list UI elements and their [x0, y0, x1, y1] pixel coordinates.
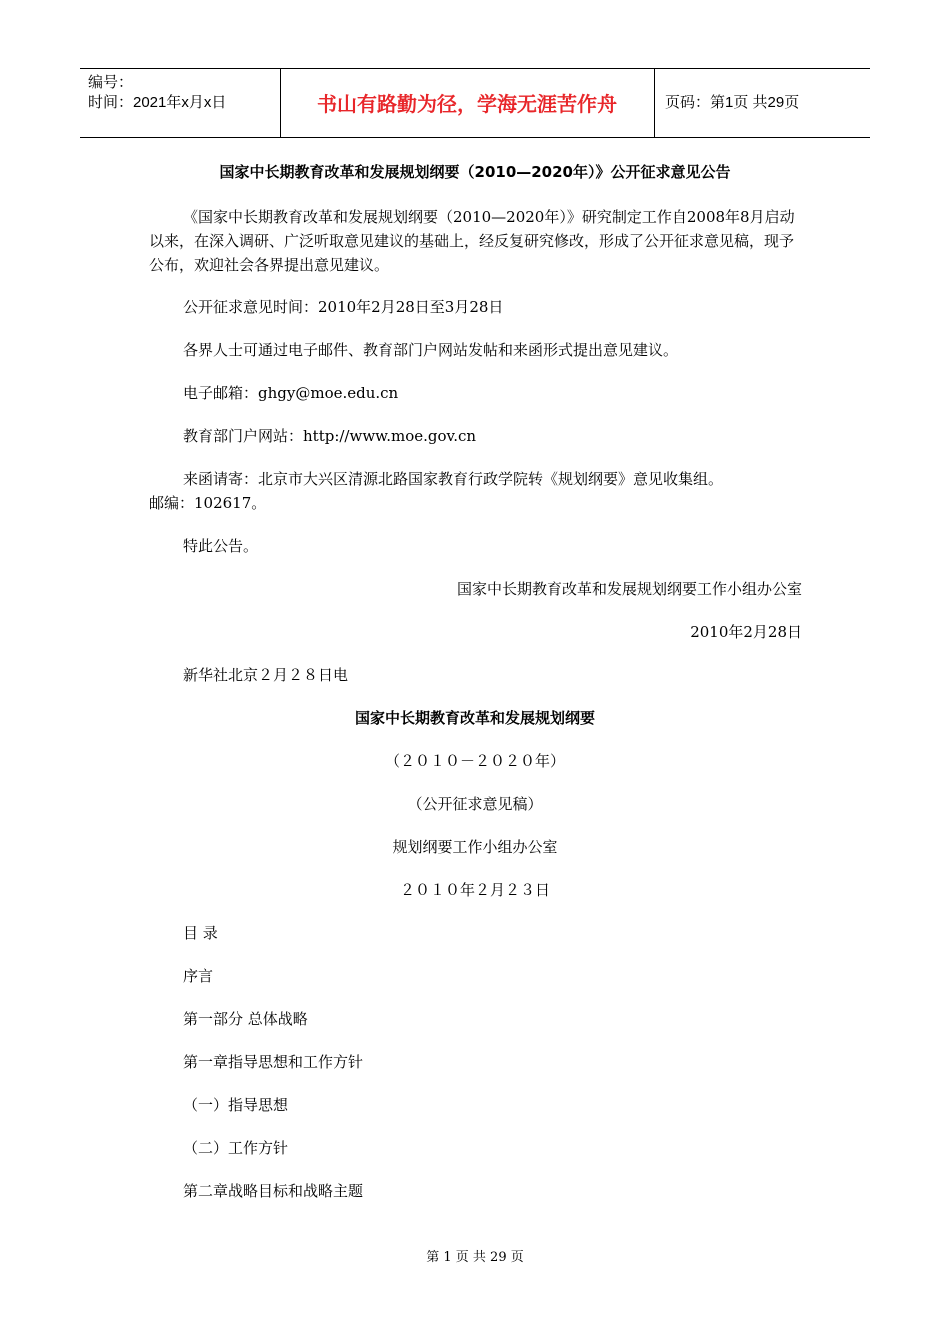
- notice-email: 电子邮箱：ghgy@moe.edu.cn: [183, 384, 399, 402]
- page-header: [80, 68, 870, 138]
- notice-signature: 国家中长期教育改革和发展规划纲要工作小组办公室: [456, 580, 802, 598]
- header-page-info: 页码：第1页 共29页: [665, 94, 800, 111]
- toc-item: 序言: [183, 967, 214, 985]
- notice-channels: 各界人士可通过电子邮件、教育部门户网站发帖和来函形式提出意见建议。: [183, 341, 679, 359]
- document-number: 编号：: [88, 74, 134, 91]
- header-meta: [88, 73, 226, 113]
- document-time: 时间：2021年x月x日: [88, 94, 227, 111]
- notice-title: 国家中长期教育改革和发展规划纲要（2010—2020年）》公开征求意见公告: [219, 163, 731, 181]
- notice-mail-address: 来函请寄：北京市大兴区清源北路国家教育行政学院转《规划纲要》意见收集组。: [183, 470, 724, 488]
- notice-closing: 特此公告。: [183, 537, 259, 555]
- toc-item: （一）指导思想: [183, 1096, 289, 1114]
- notice-date: 2010年2月28日: [690, 623, 802, 641]
- header-divider: [654, 69, 655, 137]
- header-motto: 书山有路勤为径，学海无涯苦作舟: [317, 92, 617, 116]
- page-footer: 第 1 页 共 29 页: [426, 1250, 524, 1265]
- toc-heading: 目 录: [183, 924, 218, 942]
- document-years: （２０１０－２０２０年）: [384, 752, 565, 770]
- document-title: 国家中长期教育改革和发展规划纲要: [354, 709, 595, 727]
- notice-website: 教育部门户网站：http://www.moe.gov.cn: [183, 427, 477, 445]
- toc-item: 第二章战略目标和战略主题: [183, 1182, 364, 1200]
- document-date: ２０１０年２月２３日: [399, 881, 550, 899]
- toc-item: （二）工作方针: [183, 1139, 289, 1157]
- news-source: 新华社北京２月２８日电: [183, 666, 349, 684]
- document-draft-label: （公开征求意见稿）: [407, 795, 543, 813]
- toc-item: 第一部分 总体战略: [183, 1010, 308, 1028]
- toc-item: 第一章指导思想和工作方针: [183, 1053, 364, 1071]
- notice-intro: 《国家中长期教育改革和发展规划纲要（2010—2020年）》研究制定工作自2008年8月启动以来，在深入调研、广泛听取意见建议的基础上，经反复研究修改，形成了公开征求意见稿，现予公布，欢迎社会各界提出意见建议。: [149, 208, 795, 274]
- notice-period: 公开征求意见时间：2010年2月28日至3月28日: [183, 298, 504, 316]
- notice-postcode: 邮编：102617。: [149, 494, 267, 512]
- document-office: 规划纲要工作小组办公室: [392, 838, 558, 856]
